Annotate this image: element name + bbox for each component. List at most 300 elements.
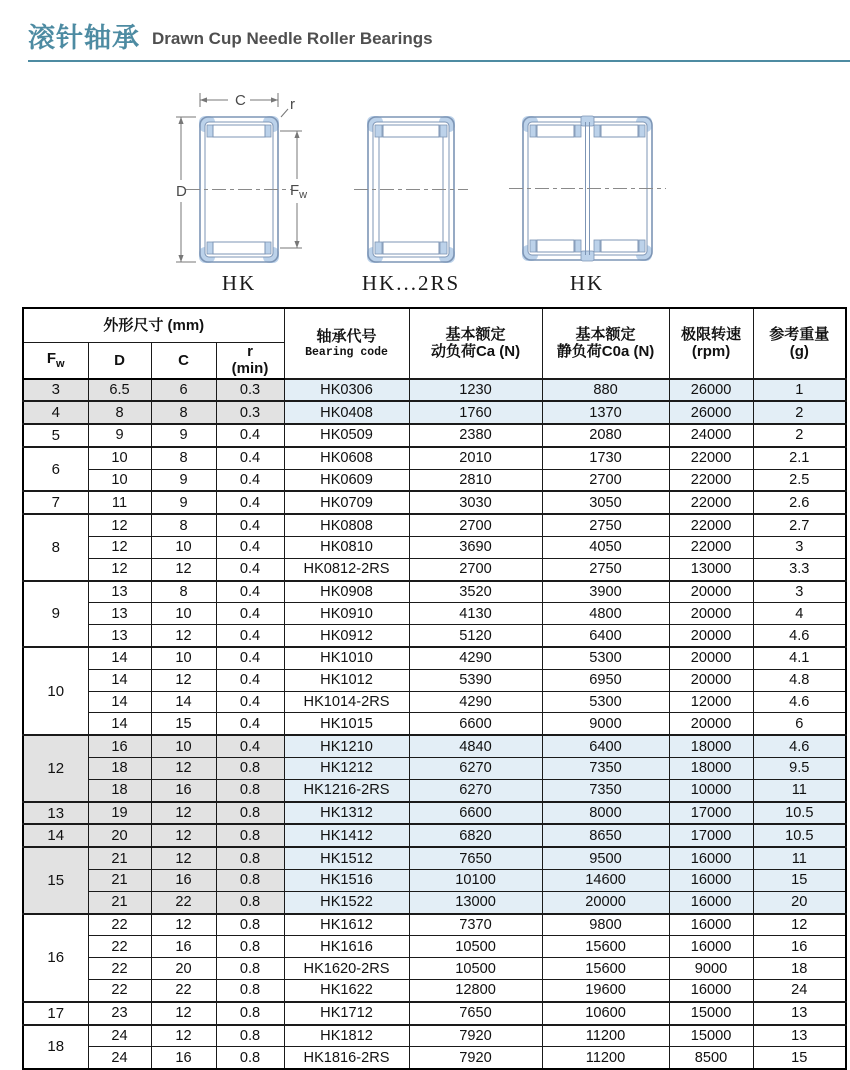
cell-c0a: 3900 [542,581,669,603]
cell-c0a: 7350 [542,779,669,801]
cell-c0a: 9500 [542,847,669,869]
cell-c0a: 2080 [542,424,669,447]
cell-code: HK0810 [284,537,409,559]
cell-ca: 5120 [409,625,542,647]
cell-r: 0.8 [216,824,284,847]
cell-rpm: 22000 [669,469,753,491]
cell-code: HK0509 [284,424,409,447]
cell-weight: 4.1 [753,647,846,669]
cell-c: 12 [151,802,216,825]
table-row [23,847,846,869]
table-row [23,647,846,669]
bearing-diagram-hk-2rs [354,116,468,295]
cell-ca: 2700 [409,558,542,580]
table-row [23,603,846,625]
cell-ca: 2380 [409,424,542,447]
cell-r: 0.4 [216,669,284,691]
col-header-d: D [88,343,151,379]
cell-weight: 4.6 [753,625,846,647]
cell-rpm: 15000 [669,1025,753,1047]
cell-d: 21 [88,870,151,892]
table-row [23,1002,846,1025]
cell-ca: 4290 [409,691,542,713]
cell-code: HK1012 [284,669,409,691]
cell-r: 0.8 [216,958,284,980]
cell-c0a: 6400 [542,735,669,757]
cell-r: 0.4 [216,625,284,647]
cell-rpm: 16000 [669,914,753,936]
cell-r: 0.4 [216,424,284,447]
table-row [23,558,846,580]
cell-fw: 9 [23,581,88,647]
cell-r: 0.8 [216,980,284,1002]
cell-c0a: 7350 [542,758,669,780]
table-row [23,870,846,892]
cell-d: 22 [88,980,151,1002]
cell-c0a: 6950 [542,669,669,691]
cell-rpm: 22000 [669,514,753,536]
cell-d: 14 [88,713,151,735]
cell-d: 24 [88,1025,151,1047]
table-row [23,625,846,647]
cell-ca: 7920 [409,1025,542,1047]
cell-fw: 7 [23,491,88,514]
col-header-c: C [151,343,216,379]
cell-r: 0.4 [216,469,284,491]
cell-c0a: 8650 [542,824,669,847]
cell-rpm: 17000 [669,824,753,847]
cell-c: 9 [151,491,216,514]
cell-c0a: 5300 [542,647,669,669]
cell-d: 13 [88,625,151,647]
cell-r: 0.3 [216,379,284,402]
cell-d: 13 [88,581,151,603]
cell-c: 8 [151,581,216,603]
cell-rpm: 16000 [669,936,753,958]
table-header [23,308,846,379]
cell-weight: 3 [753,581,846,603]
table-row [23,379,846,402]
cell-ca: 10100 [409,870,542,892]
cell-code: HK1812 [284,1025,409,1047]
header-divider [28,60,850,62]
cell-d: 8 [88,401,151,424]
cell-c: 12 [151,1025,216,1047]
cell-ca: 6270 [409,779,542,801]
cell-fw: 3 [23,379,88,402]
cell-code: HK1512 [284,847,409,869]
cell-c0a: 2700 [542,469,669,491]
cell-rpm: 16000 [669,870,753,892]
cell-c0a: 14600 [542,870,669,892]
cell-rpm: 16000 [669,891,753,913]
cell-c0a: 1730 [542,447,669,469]
cell-rpm: 22000 [669,491,753,514]
cell-ca: 2810 [409,469,542,491]
cell-rpm: 20000 [669,603,753,625]
cell-r: 0.8 [216,1047,284,1069]
col-header-dynamic-load: 基本额定 动负荷Ca (N) [409,308,542,379]
cell-weight: 4 [753,603,846,625]
cell-ca: 10500 [409,958,542,980]
cell-c: 10 [151,647,216,669]
cell-c: 12 [151,669,216,691]
cell-weight: 13 [753,1002,846,1025]
cell-ca: 6600 [409,713,542,735]
cell-c: 6 [151,379,216,402]
cell-r: 0.8 [216,891,284,913]
cell-c: 22 [151,891,216,913]
cell-code: HK1015 [284,713,409,735]
cell-c0a: 6400 [542,625,669,647]
cell-weight: 4.6 [753,735,846,757]
cell-ca: 7370 [409,914,542,936]
cell-rpm: 9000 [669,958,753,980]
cell-code: HK1210 [284,735,409,757]
table-row [23,914,846,936]
cell-r: 0.4 [216,647,284,669]
cell-r: 0.8 [216,758,284,780]
cell-d: 14 [88,691,151,713]
table-row [23,802,846,825]
table-row [23,669,846,691]
cell-weight: 15 [753,870,846,892]
col-header-dimensions: 外形尺寸 (mm) [23,308,284,343]
cell-c: 8 [151,401,216,424]
cell-rpm: 26000 [669,401,753,424]
cell-r: 0.4 [216,603,284,625]
cell-d: 10 [88,469,151,491]
cell-d: 22 [88,936,151,958]
cell-r: 0.8 [216,802,284,825]
cell-rpm: 24000 [669,424,753,447]
cell-r: 0.4 [216,581,284,603]
cell-c: 10 [151,735,216,757]
cell-d: 18 [88,758,151,780]
cell-ca: 12800 [409,980,542,1002]
cell-rpm: 20000 [669,669,753,691]
dim-label-r: r [290,96,295,113]
cell-code: HK0709 [284,491,409,514]
cell-r: 0.4 [216,691,284,713]
cell-code: HK0306 [284,379,409,402]
cell-weight: 15 [753,1047,846,1069]
cell-c: 12 [151,625,216,647]
cell-c: 12 [151,558,216,580]
cell-r: 0.8 [216,914,284,936]
cell-ca: 3690 [409,537,542,559]
cell-r: 0.3 [216,401,284,424]
cell-weight: 13 [753,1025,846,1047]
cell-weight: 11 [753,779,846,801]
cell-ca: 13000 [409,891,542,913]
table-row [23,936,846,958]
cell-d: 10 [88,447,151,469]
cell-weight: 2.6 [753,491,846,514]
page-title-en: Drawn Cup Needle Roller Bearings [152,28,433,48]
cell-rpm: 16000 [669,847,753,869]
cell-fw: 12 [23,735,88,801]
cell-c0a: 5300 [542,691,669,713]
cell-ca: 10500 [409,936,542,958]
cell-d: 16 [88,735,151,757]
table-row [23,514,846,536]
cell-c: 12 [151,1002,216,1025]
dim-label-c: C [235,92,246,109]
cell-weight: 24 [753,980,846,1002]
table-row [23,537,846,559]
cell-weight: 2 [753,401,846,424]
cell-code: HK0609 [284,469,409,491]
cell-code: HK1516 [284,870,409,892]
cell-d: 12 [88,558,151,580]
cell-c0a: 1370 [542,401,669,424]
cell-rpm: 22000 [669,537,753,559]
diagram-label-hk-double: HK [569,271,605,295]
cell-c0a: 2750 [542,558,669,580]
cell-r: 0.8 [216,936,284,958]
table-row [23,469,846,491]
cell-d: 6.5 [88,379,151,402]
cell-ca: 7650 [409,847,542,869]
cell-c: 12 [151,758,216,780]
cell-c0a: 11200 [542,1047,669,1069]
cell-c0a: 880 [542,379,669,402]
cell-code: HK0908 [284,581,409,603]
cell-rpm: 16000 [669,980,753,1002]
cell-weight: 4.8 [753,669,846,691]
cell-weight: 16 [753,936,846,958]
cell-code: HK1816-2RS [284,1047,409,1069]
cell-d: 22 [88,958,151,980]
table-row [23,581,846,603]
table-row [23,758,846,780]
cell-d: 18 [88,779,151,801]
cell-ca: 5390 [409,669,542,691]
cell-code: HK1622 [284,980,409,1002]
cell-fw: 6 [23,447,88,492]
page-title-zh: 滚针轴承 [28,23,140,53]
table-row [23,424,846,447]
cell-ca: 4130 [409,603,542,625]
cell-d: 14 [88,669,151,691]
table-row [23,447,846,469]
cell-d: 12 [88,514,151,536]
cell-c: 16 [151,936,216,958]
cell-c0a: 10600 [542,1002,669,1025]
cell-weight: 3 [753,537,846,559]
dim-label-fw: $F_w$ [290,182,308,201]
col-header-static-load: 基本额定 静负荷C0a (N) [542,308,669,379]
cell-fw: 8 [23,514,88,580]
cell-weight: 9.5 [753,758,846,780]
cell-c: 20 [151,958,216,980]
cell-rpm: 12000 [669,691,753,713]
cell-weight: 2.7 [753,514,846,536]
cell-code: HK1010 [284,647,409,669]
cell-weight: 2 [753,424,846,447]
cell-ca: 4840 [409,735,542,757]
cell-d: 11 [88,491,151,514]
cell-fw: 14 [23,824,88,847]
cell-fw: 17 [23,1002,88,1025]
cell-fw: 18 [23,1025,88,1070]
cell-c: 9 [151,424,216,447]
cell-rpm: 20000 [669,581,753,603]
table-row [23,891,846,913]
dim-label-d: D [176,183,187,200]
cell-r: 0.4 [216,447,284,469]
col-header-fw: $F_w$ [23,343,88,379]
cell-c: 8 [151,447,216,469]
cell-c: 12 [151,847,216,869]
cell-ca: 4290 [409,647,542,669]
table-row [23,779,846,801]
cell-d: 13 [88,603,151,625]
cell-code: HK0812-2RS [284,558,409,580]
cell-weight: 11 [753,847,846,869]
bearing-diagram-hk-double [509,116,666,295]
cell-rpm: 15000 [669,1002,753,1025]
cell-c0a: 15600 [542,958,669,980]
cell-weight: 2.5 [753,469,846,491]
cell-d: 14 [88,647,151,669]
diagram-label-hk-single: HK [221,271,257,295]
cell-d: 12 [88,537,151,559]
cell-c: 15 [151,713,216,735]
cell-rpm: 13000 [669,558,753,580]
cell-ca: 2700 [409,514,542,536]
table-row [23,401,846,424]
cell-rpm: 17000 [669,802,753,825]
cell-ca: 6270 [409,758,542,780]
cell-c0a: 2750 [542,514,669,536]
cell-code: HK1612 [284,914,409,936]
cell-code: HK1212 [284,758,409,780]
cell-weight: 10.5 [753,824,846,847]
cell-code: HK0608 [284,447,409,469]
cell-rpm: 20000 [669,647,753,669]
cell-c0a: 9800 [542,914,669,936]
table-row [23,691,846,713]
cell-weight: 1 [753,379,846,402]
cell-c0a: 9000 [542,713,669,735]
cell-code: HK1216-2RS [284,779,409,801]
cell-fw: 13 [23,802,88,825]
cell-fw: 5 [23,424,88,447]
cell-c0a: 19600 [542,980,669,1002]
cell-c: 12 [151,824,216,847]
cell-code: HK1620-2RS [284,958,409,980]
table-row [23,980,846,1002]
cell-rpm: 26000 [669,379,753,402]
cell-code: HK1412 [284,824,409,847]
cell-r: 0.8 [216,779,284,801]
table-row [23,958,846,980]
cell-c: 22 [151,980,216,1002]
cell-d: 9 [88,424,151,447]
col-header-weight: 参考重量 (g) [753,308,846,379]
cell-c: 8 [151,514,216,536]
cell-c: 9 [151,469,216,491]
col-header-bearing-code: 轴承代号 Bearing code [284,308,409,379]
bearing-table [22,307,847,1070]
cell-d: 21 [88,847,151,869]
cell-weight: 4.6 [753,691,846,713]
cell-r: 0.4 [216,491,284,514]
cell-ca: 3030 [409,491,542,514]
cell-ca: 1760 [409,401,542,424]
cell-d: 20 [88,824,151,847]
cell-ca: 2010 [409,447,542,469]
cell-code: HK1616 [284,936,409,958]
cell-ca: 6600 [409,802,542,825]
cell-d: 19 [88,802,151,825]
cell-c: 16 [151,779,216,801]
cell-code: HK1014-2RS [284,691,409,713]
cell-rpm: 8500 [669,1047,753,1069]
cell-weight: 3.3 [753,558,846,580]
cell-c0a: 8000 [542,802,669,825]
bearing-diagrams [0,75,850,307]
cell-c0a: 4050 [542,537,669,559]
cell-fw: 10 [23,647,88,735]
cell-c: 10 [151,603,216,625]
cell-ca: 7920 [409,1047,542,1069]
cell-fw: 4 [23,401,88,424]
cell-rpm: 20000 [669,713,753,735]
cell-r: 0.4 [216,558,284,580]
table-row [23,1025,846,1047]
cell-d: 23 [88,1002,151,1025]
table-row [23,824,846,847]
cell-rpm: 22000 [669,447,753,469]
cell-r: 0.4 [216,735,284,757]
cell-code: HK1712 [284,1002,409,1025]
cell-r: 0.8 [216,870,284,892]
cell-weight: 6 [753,713,846,735]
cell-c: 16 [151,870,216,892]
cell-code: HK0912 [284,625,409,647]
cell-weight: 10.5 [753,802,846,825]
cell-c0a: 3050 [542,491,669,514]
cell-c0a: 11200 [542,1025,669,1047]
cell-r: 0.4 [216,537,284,559]
bearing-table-body [23,379,846,1070]
col-header-limit-speed: 极限转速 (rpm) [669,308,753,379]
cell-rpm: 18000 [669,758,753,780]
cell-code: HK1312 [284,802,409,825]
cell-d: 21 [88,891,151,913]
cell-ca: 1230 [409,379,542,402]
cell-d: 22 [88,914,151,936]
diagram-label-hk-2rs: HK...2RS [361,271,461,295]
cell-fw: 16 [23,914,88,1002]
table-row [23,735,846,757]
cell-c: 10 [151,537,216,559]
cell-ca: 6820 [409,824,542,847]
cell-code: HK0408 [284,401,409,424]
cell-rpm: 18000 [669,735,753,757]
cell-c: 16 [151,1047,216,1069]
cell-rpm: 20000 [669,625,753,647]
cell-c: 14 [151,691,216,713]
table-row [23,713,846,735]
cell-weight: 20 [753,891,846,913]
cell-ca: 7650 [409,1002,542,1025]
cell-r: 0.4 [216,713,284,735]
bearing-diagram-hk-single [176,92,307,295]
